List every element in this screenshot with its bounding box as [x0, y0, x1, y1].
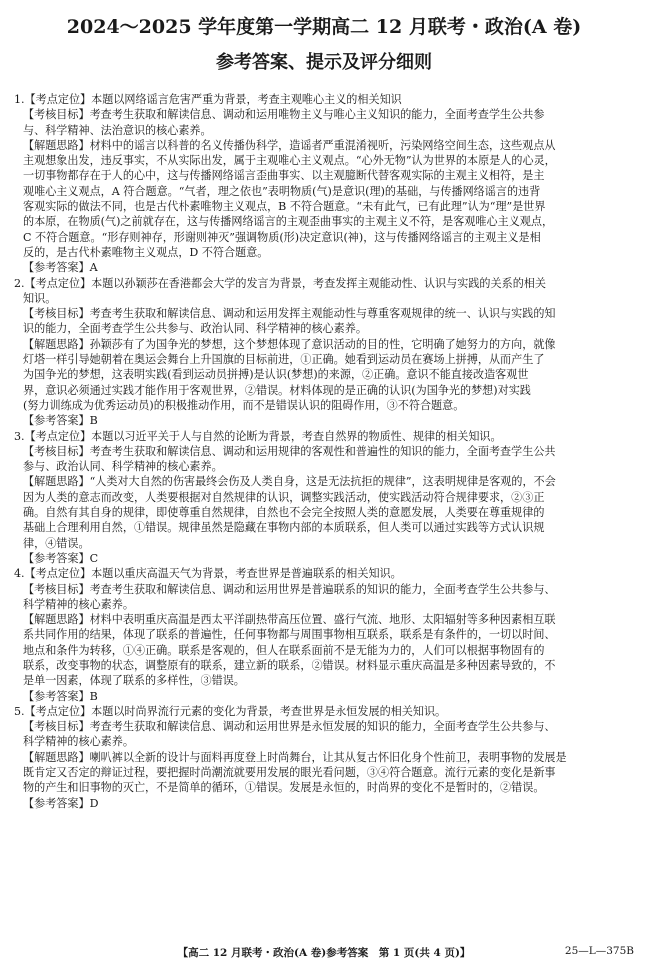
text-line: 反的，是古代朴素唯物主义观点，D 不符合题意。 — [23, 245, 269, 259]
footer-code: 25—L—375B — [564, 945, 634, 957]
question-1 — [14, 92, 636, 276]
answer-line: 【参考答案】B — [23, 414, 98, 428]
text-line: 系共同作用的结果，体现了联系的普遍性，任何事物都与周围事物相互联系，联系是有条件的，一切以时间、 — [23, 628, 556, 642]
text-line: 2.【考点定位】本题以孙颖莎在香港都会大学的发言为背景，考查发挥主观能动性、认识与实践的关系的相关 — [14, 276, 546, 290]
text-line: 【考核目标】考查考生获取和解读信息、调动和运用发挥主观能动性与尊重客观规律的统一、认识与实践的知 — [23, 307, 556, 321]
text-line: 因为人类的意志而改变，人类要根据对自然规律的认识，调整实践活动，使实践活动符合规律要求，②③正 — [23, 490, 545, 504]
answer-content — [14, 92, 636, 811]
text-line: 为国争光的梦想，这表明实践(看到运动员拼搏)是认识(梦想)的来源，②正确。意识不能直接改造客观世 — [23, 368, 529, 382]
text-line: 物的产生和旧事物的灭亡，不是简单的循环，①错误。发展是永恒的，时尚界的变化不是暂时的，②错误。 — [23, 781, 545, 795]
text-line: 识的能力，全面考查学生公共参与、政治认同、科学精神的核心素养。 — [23, 322, 367, 336]
text-line: 【解题思路】材料中表明重庆高温是西太平洋副热带高压位置、盛行气流、地形、太阳辐射等多种因素相互联 — [23, 613, 556, 627]
page-title: 2024～2025 学年度第一学期高二 12 月联考・政治(A 卷) — [66, 16, 582, 38]
text-line: 参与、政治认同、科学精神的核心素养。 — [23, 460, 223, 474]
footer-page-info: 【高二 12 月联考・政治(A 卷)参考答案 第 1 页(共 4 页)】 — [177, 947, 471, 959]
text-line: 联系，改变事物的状态，调整原有的联系，建立新的联系，②错误。材料显示重庆高温是多种因素导致的，不 — [23, 658, 556, 672]
text-line: 客观实际的做法不同，也是古代朴素唯物主义观点，B 不符合题意。“未有此气，已有此理”认为“理”是世界 — [23, 200, 546, 214]
answer-line: 【参考答案】D — [23, 796, 99, 810]
text-line: 的本原，在物质(气)之前就存在，这与传播网络谣言的主观歪曲事实的主观主义不符，是客观唯心主义观点， — [23, 215, 554, 229]
text-line: 【解题思路】喇叭裤以全新的设计与面料再度登上时尚舞台，让其从复古怀旧化身个性前卫，表明事物的发展是 — [23, 750, 567, 764]
text-line: 【考核目标】考查考生获取和解读信息、调动和运用唯物主义与唯心主义知识的能力，全面考查学生公共参 — [23, 108, 545, 122]
text-line: 【解题思路】材料中的谣言以科普的名义传播伪科学，造谣者严重混淆视听，污染网络空间生态，这些观点从 — [23, 138, 556, 152]
question-3 — [14, 429, 636, 567]
text-line: 【解题思路】孙颖莎有了为国争光的梦想，这个梦想体现了意识活动的目的性，它明确了她努力的方向，就像 — [23, 337, 556, 351]
text-line: 5.【考点定位】本题以时尚界流行元素的变化为背景，考查世界是永恒发展的相关知识。 — [14, 704, 447, 718]
text-line: 观唯心主义观点，A 符合题意。“气者，理之依也”表明物质(气)是意识(理)的基础，与传播网络谣言的违背 — [23, 184, 541, 198]
text-line: (努力训练成为优秀运动员)的积极推动作用，而不是错误认识的阻碍作用，③不符合题意。 — [23, 398, 465, 412]
text-line: 律，④错误。 — [23, 536, 90, 550]
text-line: 灯塔一样引导她朝着在奥运会舞台上升国旗的目标前进，①正确。她看到运动员在赛场上拼搏，从而产生了 — [23, 353, 545, 367]
page-subtitle: 参考答案、提示及评分细则 — [216, 52, 432, 73]
text-line: 科学精神的核心素养。 — [23, 597, 134, 611]
question-5 — [14, 704, 636, 811]
answer-line: 【参考答案】B — [23, 689, 98, 703]
text-line: 4.【考点定位】本题以重庆高温天气为背景，考查世界是普遍联系的相关知识。 — [14, 567, 402, 581]
text-line: 【考核目标】考查考生获取和解读信息、调动和运用规律的客观性和普遍性的知识的能力，全面考查学生公共 — [23, 444, 556, 458]
text-line: 一切事物都存在于人的心中，这与传播网络谣言歪曲事实、以主观臆断代替客观实际的主观主义相符，是主 — [23, 169, 545, 183]
text-line: 【考核目标】考查考生获取和解读信息、调动和运用世界是普遍联系的知识的能力，全面考查学生公共参与、 — [23, 582, 556, 596]
text-line: 1.【考点定位】本题以网络谣言危害严重为背景，考查主观唯心主义的相关知识 — [14, 93, 402, 106]
question-4 — [14, 566, 636, 704]
text-line: 【解题思路】“人类对大自然的伤害最终会伤及人类自身，这是无法抗拒的规律”，这表明规律是客观的，不会 — [23, 475, 556, 489]
text-line: 界，意识必须通过实践才能作用于客观世界，②错误。材料体现的是正确的认识(为国争光的梦想)对实践 — [23, 383, 531, 397]
text-line: 科学精神的核心素养。 — [23, 735, 134, 749]
question-2 — [14, 276, 636, 429]
answer-line: 【参考答案】C — [23, 551, 99, 565]
text-line: C 不符合题意。“形存则神存，形谢则神灭”强调物质(形)决定意识(神)，这与传播网络谣言的主观主义是相 — [23, 230, 541, 244]
text-line: 与、科学精神、法治意识的核心素养。 — [23, 123, 212, 137]
text-line: 既肯定又否定的辩证过程，要把握时尚潮流就要用发展的眼光看问题，③④符合题意。流行元素的变化是新事 — [23, 766, 556, 780]
text-line: 基础上合理利用自然，①错误。规律虽然是隐藏在事物内部的本质联系，但人类可以通过实践等方式认识规 — [23, 521, 545, 535]
text-line: 地点和条件为转移，①④正确。联系是客观的，但人在联系面前不是无能为力的，人们可以根据事物固有的 — [23, 643, 545, 657]
text-line: 【考核目标】考查考生获取和解读信息、调动和运用世界是永恒发展的知识的能力，全面考查学生公共参与、 — [23, 720, 556, 734]
text-line: 知识。 — [23, 291, 57, 305]
text-line: 是单一因素，体现了联系的多样性，③错误。 — [23, 674, 245, 688]
text-line: 3.【考点定位】本题以习近平关于人与自然的论断为背景，考查自然界的物质性、规律的相关知识。 — [14, 429, 502, 443]
text-line: 确。自然有其自身的规律，即使尊重自然规律，自然也不会完全按照人类的意愿发展，人类要在尊重规律的 — [23, 506, 545, 520]
answer-line: 【参考答案】A — [23, 261, 98, 275]
text-line: 主观想象出发，违反事实，不从实际出发，属于主观唯心主义观点。“心外无物”认为世界的本原是人的心灵， — [23, 154, 556, 168]
